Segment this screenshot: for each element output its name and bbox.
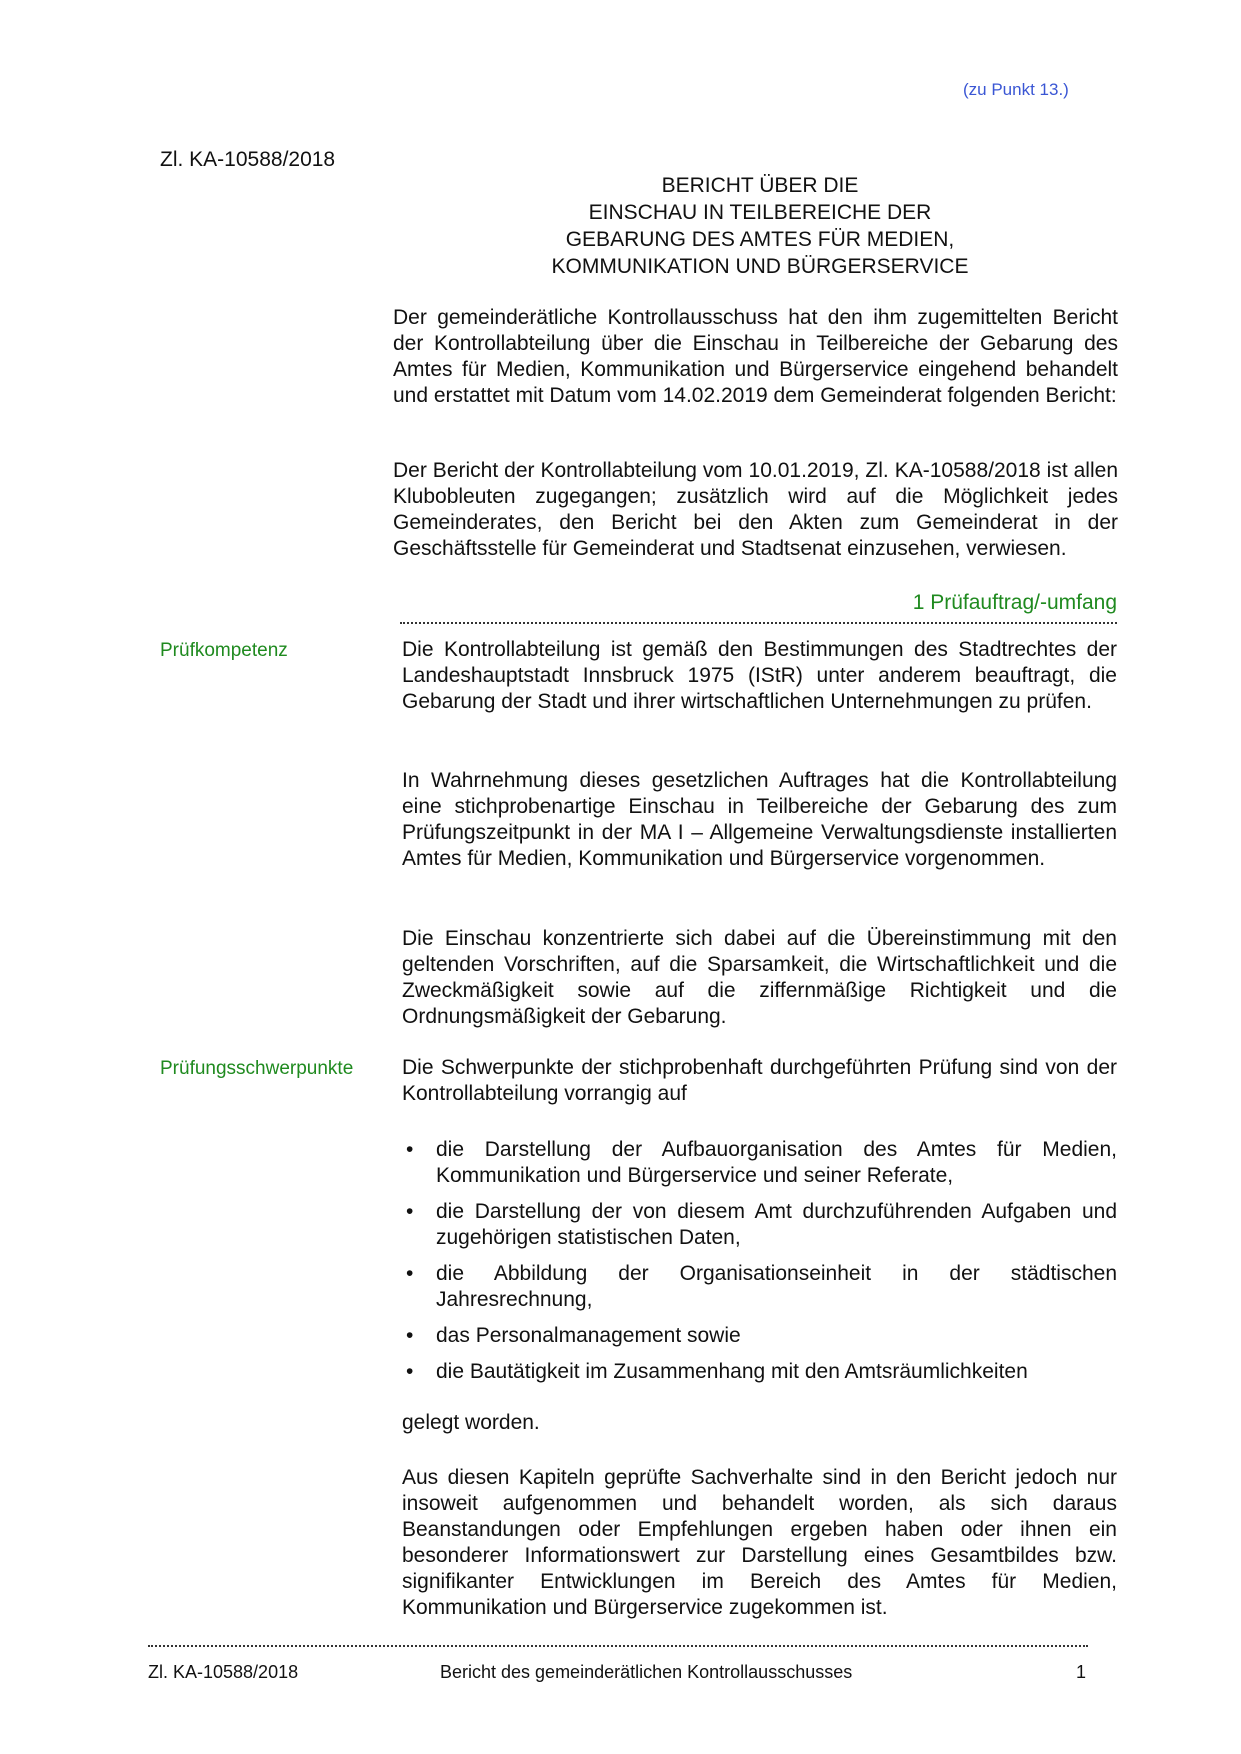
agenda-reference: (zu Punkt 13.) bbox=[963, 80, 1069, 99]
body-paragraph: Die Einschau konzentrierte sich dabei auf die Übereinstimmung mit den geltenden Vorschriften, auf die Sparsamkeit, die Wirtschaftlichkeit und die Zweckmäßigkeit sowie auf die ziffernmäßige Richtigkeit und die Ordnungsmäßigkeit der Gebarung. bbox=[402, 927, 1117, 1028]
list-item: • die Darstellung der Aufbauorganisation des Amtes für Medien, Kommunikation und Bürgerservice und seiner Referate, bbox=[406, 1138, 1117, 1187]
title-line: BERICHT ÜBER DIE bbox=[661, 174, 859, 197]
list-item: • die Bautätigkeit im Zusammenhang mit den Amtsräumlichkeiten bbox=[406, 1360, 1028, 1383]
footer-document-name: Bericht des gemeinderätlichen Kontrollausschusses bbox=[440, 1662, 853, 1682]
body-paragraph: gelegt worden. bbox=[402, 1411, 540, 1434]
bullet-icon: • bbox=[406, 1324, 414, 1347]
footer-divider bbox=[148, 1645, 1088, 1647]
bullet-icon: • bbox=[406, 1360, 414, 1383]
section-heading: 1 Prüfauftrag/-umfang bbox=[912, 591, 1117, 614]
title-line: EINSCHAU IN TEILBEREICHE DER bbox=[588, 201, 932, 224]
margin-label-competence: Prüfkompetenz bbox=[160, 640, 288, 661]
bullet-icon: • bbox=[406, 1138, 414, 1161]
body-paragraph: Die Schwerpunkte der stichprobenhaft durchgeführten Prüfung sind von der Kontrollabteilung vorrangig auf bbox=[402, 1056, 1117, 1105]
list-item: • die Darstellung der von diesem Amt durchzuführenden Aufgaben und zugehörigen statistischen Daten, bbox=[406, 1200, 1117, 1249]
body-paragraph: Die Kontrollabteilung ist gemäß den Bestimmungen des Stadtrechtes der Landeshauptstadt Innsbruck 1975 (IStR) unter anderem beauftragt, die Gebarung der Stadt und ihrer wirtschaftlichen Unternehmungen zu prüfen. bbox=[402, 638, 1117, 713]
footer-file-number: Zl. KA-10588/2018 bbox=[148, 1662, 299, 1682]
list-item: • die Abbildung der Organisationseinheit in der städtischen Jahresrechnung, bbox=[406, 1262, 1117, 1311]
bullet-icon: • bbox=[406, 1262, 414, 1285]
body-paragraph: Aus diesen Kapiteln geprüfte Sachverhalte sind in den Bericht jedoch nur insoweit aufgenommen und behandelt worden, als sich daraus Beanstandungen oder Empfehlungen ergeben haben oder ihnen ein besonderer Informationswert zur Darstellung eines Gesamtbildes bzw. signifikanter Entwicklungen im Bereich des Amtes für Medien, Kommunikation und Bürgerservice zugekommen ist. bbox=[402, 1466, 1117, 1619]
intro-paragraph: Der gemeinderätliche Kontrollausschuss hat den ihm zugemittelten Bericht der Kontrollabteilung über die Einschau in Teilbereiche der Gebarung des Amtes für Medien, Kommunikation und Bürgerservice eingehend behandelt und erstattet mit Datum vom 14.02.2019 dem Gemeinderat folgenden Bericht: bbox=[393, 306, 1118, 407]
intro-paragraph: Der Bericht der Kontrollabteilung vom 10.01.2019, Zl. KA-10588/2018 ist allen Klubobleuten zugegangen; zusätzlich wird auf die Möglichkeit jedes Gemeinderates, den Bericht bei den Akten zum Gemeinderat in der Geschäftsstelle für Gemeinderat und Stadtsenat einzusehen, verwiesen. bbox=[393, 459, 1118, 560]
title-line: GEBARUNG DES AMTES FÜR MEDIEN, bbox=[565, 228, 955, 251]
bullet-icon: • bbox=[406, 1200, 414, 1223]
report-title bbox=[440, 172, 1080, 280]
section-divider bbox=[400, 622, 1117, 624]
margin-label-focus: Prüfungsschwerpunkte bbox=[160, 1058, 354, 1079]
page-number: 1 bbox=[1076, 1662, 1087, 1682]
title-line: KOMMUNIKATION UND BÜRGERSERVICE bbox=[551, 255, 969, 278]
list-item: • das Personalmanagement sowie bbox=[406, 1324, 741, 1347]
file-number: Zl. KA-10588/2018 bbox=[160, 148, 336, 171]
focus-list bbox=[402, 1137, 1117, 1395]
body-paragraph: In Wahrnehmung dieses gesetzlichen Auftrages hat die Kontrollabteilung eine stichprobenartige Einschau in Teilbereiche der Gebarung des zum Prüfungszeitpunkt in der MA I – Allgemeine Verwaltungsdienste installierten Amtes für Medien, Kommunikation und Bürgerservice vorgenommen. bbox=[402, 769, 1117, 870]
